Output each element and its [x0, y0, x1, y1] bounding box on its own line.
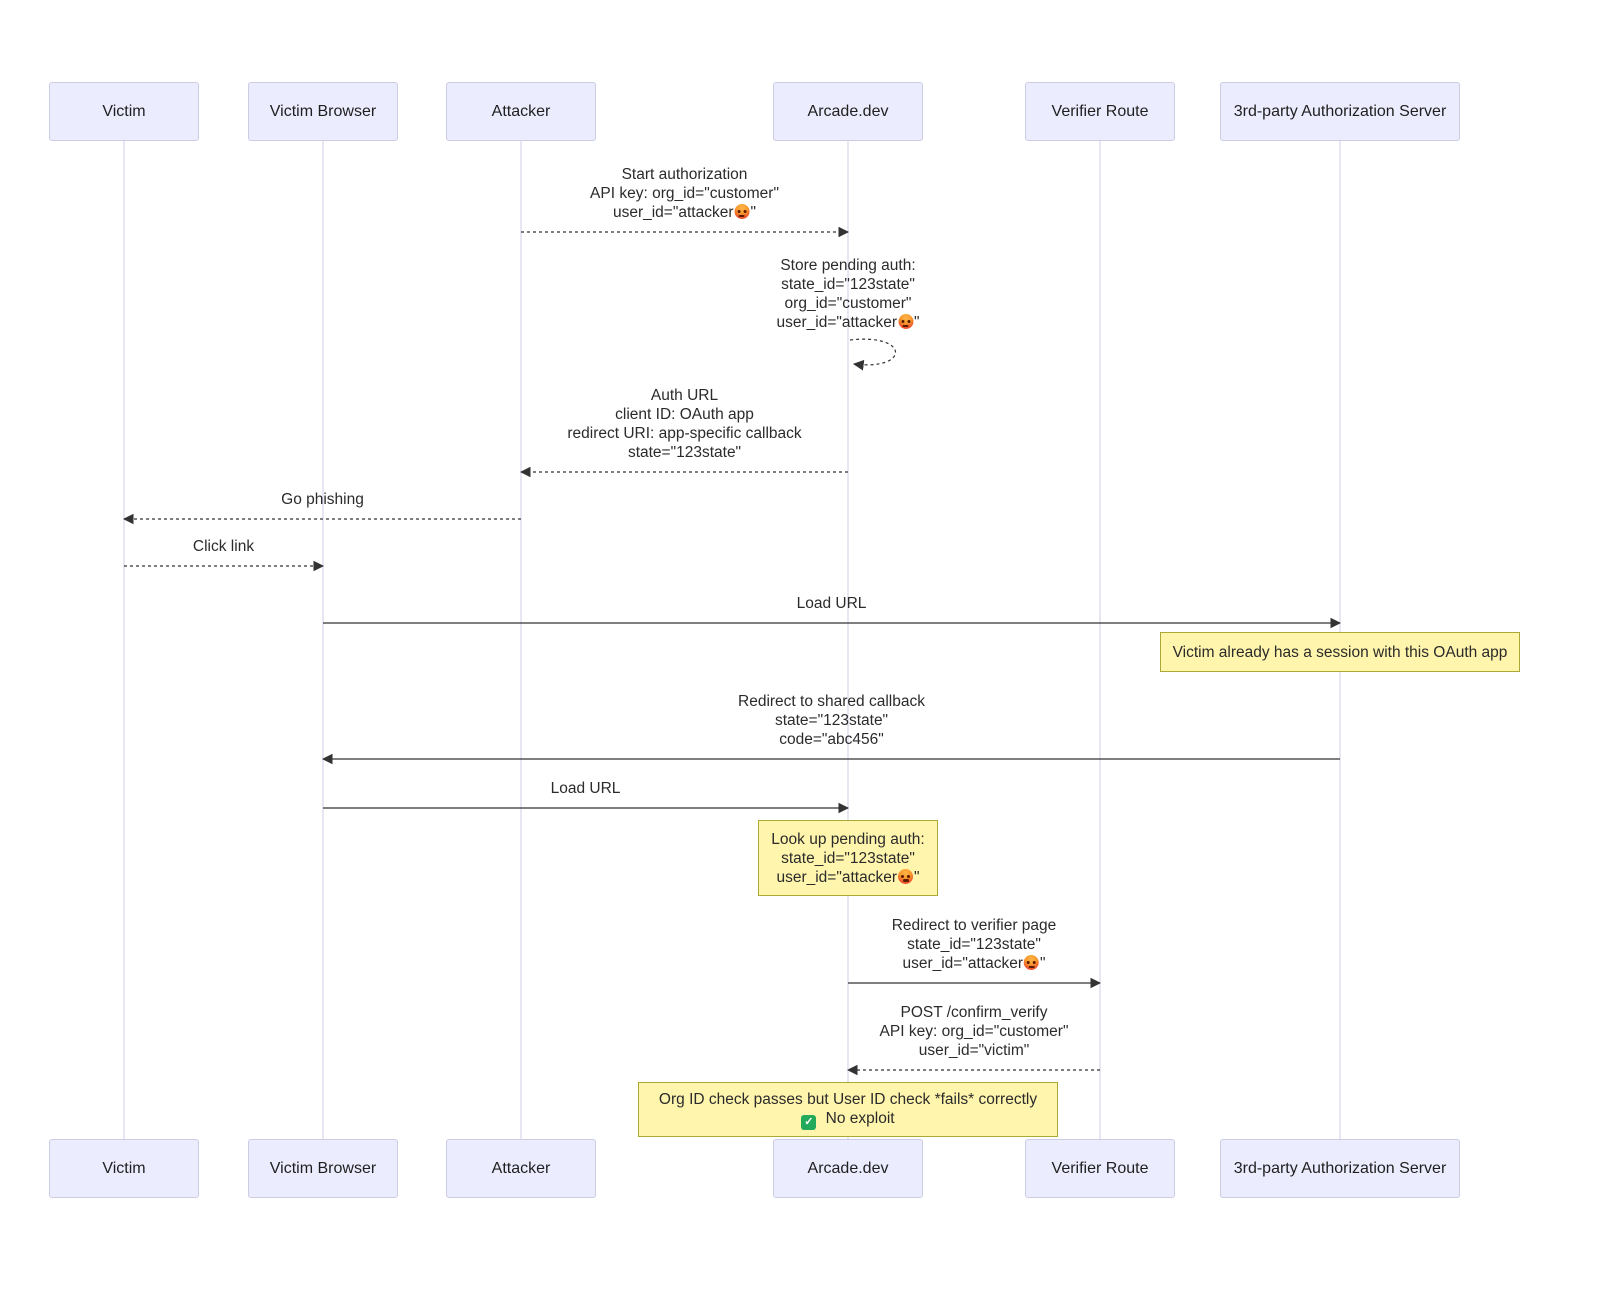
actor-arcade-top: [773, 82, 923, 141]
note-text-line: ✓ No exploit: [801, 1109, 894, 1130]
message-text-line: Redirect to verifier page: [891, 917, 1057, 934]
actor-label: Victim: [102, 1159, 146, 1177]
message-label-2: [567, 386, 801, 462]
message-text-line: user_id="attacker ": [612, 204, 757, 221]
note-session: [1160, 632, 1520, 672]
arrows-group: [124, 232, 1340, 1070]
message-text-line: org_id="customer": [784, 295, 912, 312]
lifelines-group: [124, 141, 1340, 1139]
message-text-line: API key: org_id="customer": [590, 185, 779, 202]
angry-face-emoji: [898, 869, 913, 884]
message-text-line: user_id="attacker ": [776, 314, 920, 331]
message-text-line: state_id="123state": [781, 276, 915, 293]
message-text-line: POST /confirm_verify: [900, 1004, 1048, 1021]
actor-auth-server-bottom: [1220, 1139, 1460, 1198]
actor-label: Victim Browser: [269, 1159, 377, 1177]
message-label-9: [880, 1003, 1069, 1060]
actor-label: Arcade.dev: [807, 1159, 889, 1177]
message-label-8: [892, 916, 1057, 973]
actor-label: Verifier Route: [1051, 102, 1149, 120]
actor-victim-top: [49, 82, 199, 141]
message-text-line: redirect URI: app-specific callback: [567, 425, 802, 442]
actor-attacker-bottom: [446, 1139, 596, 1198]
message-text-line: Store pending auth:: [780, 257, 916, 274]
note-text-line: user_id="attacker ": [776, 868, 920, 886]
actor-verifier-route-top: [1025, 82, 1175, 141]
message-text-line: client ID: OAuth app: [615, 406, 754, 423]
message-text-line: Redirect to shared callback: [738, 693, 925, 710]
actor-label: 3rd-party Authorization Server: [1233, 1159, 1447, 1177]
message-label-6: [738, 692, 925, 749]
note-text-line: Org ID check passes but User ID check *fails* correctly: [658, 1090, 1038, 1108]
message-text-line: state_id="123state": [907, 936, 1041, 953]
message-text-line: Auth URL: [650, 387, 719, 404]
actor-label: 3rd-party Authorization Server: [1233, 102, 1447, 120]
note-text-line: Look up pending auth:: [771, 830, 925, 848]
actor-arcade-bottom: [773, 1139, 923, 1198]
message-text-line: Load URL: [796, 595, 867, 612]
self-message-arrow-1: [850, 339, 896, 365]
message-text-line: Click link: [192, 538, 255, 555]
message-label-5: [797, 594, 867, 613]
note-lookup: [758, 820, 938, 896]
actor-verifier-route-bottom: [1025, 1139, 1175, 1198]
angry-face-emoji: [735, 204, 750, 219]
actor-victim-browser-bottom: [248, 1139, 398, 1198]
message-text-line: Start authorization: [621, 166, 748, 183]
message-label-0: [590, 165, 779, 222]
actor-victim-bottom: [49, 1139, 199, 1198]
actor-label: Victim Browser: [269, 102, 377, 120]
actor-auth-server-top: [1220, 82, 1460, 141]
actor-label: Arcade.dev: [807, 102, 889, 120]
message-label-1: [776, 256, 919, 332]
message-text-line: Go phishing: [281, 491, 364, 508]
actor-victim-browser-top: [248, 82, 398, 141]
message-text-line: Load URL: [550, 780, 621, 797]
actor-attacker-top: [446, 82, 596, 141]
note-text-line: state_id="123state": [781, 849, 915, 867]
actor-label: Victim: [102, 102, 146, 120]
check-mark-emoji: ✓: [801, 1115, 816, 1130]
message-text-line: code="abc456": [779, 731, 884, 748]
actor-label: Attacker: [491, 1159, 551, 1177]
message-text-line: state="123state": [774, 712, 889, 729]
note-result: [638, 1082, 1058, 1137]
message-text-line: state="123state": [627, 444, 742, 461]
message-label-7: [551, 779, 621, 798]
angry-face-emoji: [1024, 955, 1039, 970]
message-text-line: user_id="victim": [918, 1042, 1030, 1059]
message-label-4: [193, 537, 254, 556]
angry-face-emoji: [898, 314, 913, 329]
message-text-line: API key: org_id="customer": [879, 1023, 1069, 1040]
note-text-line: Victim already has a session with this OAuth app: [1172, 643, 1508, 661]
actor-label: Attacker: [491, 102, 551, 120]
message-label-3: [281, 490, 364, 509]
message-text-line: user_id="attacker ": [902, 955, 1046, 972]
actor-label: Verifier Route: [1051, 1159, 1149, 1177]
